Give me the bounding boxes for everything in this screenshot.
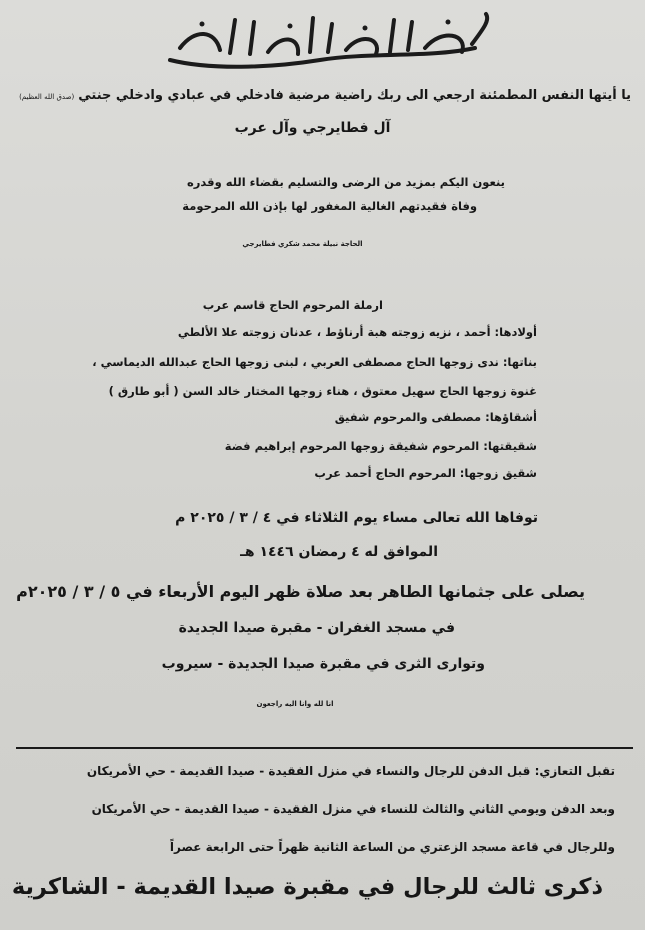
- mosque-location: في مسجد الغفران - مقبرة صيدا الجديدة: [178, 620, 455, 636]
- deceased-name: الحاجة نبيلة محمد شكري فطايرجي: [242, 240, 363, 248]
- third-day-remembrance: ذكرى ثالث للرجال في مقبرة صيدا القديمة - الشاكرية: [11, 874, 603, 900]
- husband-brother-line: شقيق زوجها: المرحوم الحاج أحمد عرب: [314, 466, 537, 480]
- mourning-line-2: وفاة فقيدتهم الغالية المغفور لها بإذن الله المرحومة: [182, 199, 477, 213]
- burial-location: وتوارى الثرى في مقبرة صيدا الجديدة - سيروب: [161, 656, 485, 672]
- hijri-date: الموافق له ٤ رمضان ١٤٤٦ هـ: [240, 544, 438, 560]
- sons-line: أولادها: أحمد ، نزيه زوجته هبة أرناؤط ، عدنان زوجته علا الألطي: [177, 325, 537, 339]
- condolences-line-2: وبعد الدفن ويومي الثاني والثالث للنساء في منزل الفقيدة - صيدا القديمة - حي الأمريكان: [91, 802, 615, 816]
- quran-verse: يا أيتها النفس المطمئنة ارجعي الى ربك راضية مرضية فادخلي في عبادي وادخلي جنتي(صدق الله العظيم): [19, 88, 631, 103]
- calligraphy-emblem: [150, 8, 495, 78]
- daughters-line-2: غنوة زوجها الحاج سهيل معتوق ، هناء زوجها المختار خالد السن ( أبو طارق ): [108, 384, 537, 398]
- verse-reference: (صدق الله العظيم): [19, 93, 75, 101]
- sister-line: شقيقتها: المرحوم شفيقة زوجها المرحوم إبراهيم فضة: [224, 439, 537, 453]
- condolences-line-3: وللرجال في قاعة مسجد الزعتري من الساعة الثانية ظهراً حتى الرابعة عصراً: [169, 840, 615, 854]
- brothers-line: أشقاؤها: مصطفى والمرحوم شفيق: [334, 410, 537, 424]
- funeral-prayer: يصلى على جثمانها الطاهر بعد صلاة ظهر اليوم الأربعاء في ٥ / ٣ / ٢٠٢٥م: [16, 582, 585, 601]
- divider: [16, 747, 633, 749]
- condolences-line-1: تقبل التعازي: قبل الدفن للرجال والنساء في منزل الفقيدة - صيدا القديمة - حي الأمريكان: [86, 764, 615, 778]
- mourning-line-1: ينعون اليكم بمزيد من الرضى والتسليم بقضاء الله وقدره: [187, 175, 505, 189]
- daughters-line-1: بناتها: ندى زوجها الحاج مصطفى العربي ، لبنى زوجها الحاج عبدالله الديماسي ،: [92, 355, 537, 369]
- widow-line: ارملة المرحوم الحاج قاسم عرب: [202, 298, 383, 312]
- family-names: آل فطايرجي وآل عرب: [234, 120, 391, 136]
- death-date: توفاها الله تعالى مساء يوم الثلاثاء في ٤ / ٣ / ٢٠٢٥ م: [175, 510, 538, 526]
- closing-phrase: انا لله وانا اليه راجعون: [256, 700, 334, 708]
